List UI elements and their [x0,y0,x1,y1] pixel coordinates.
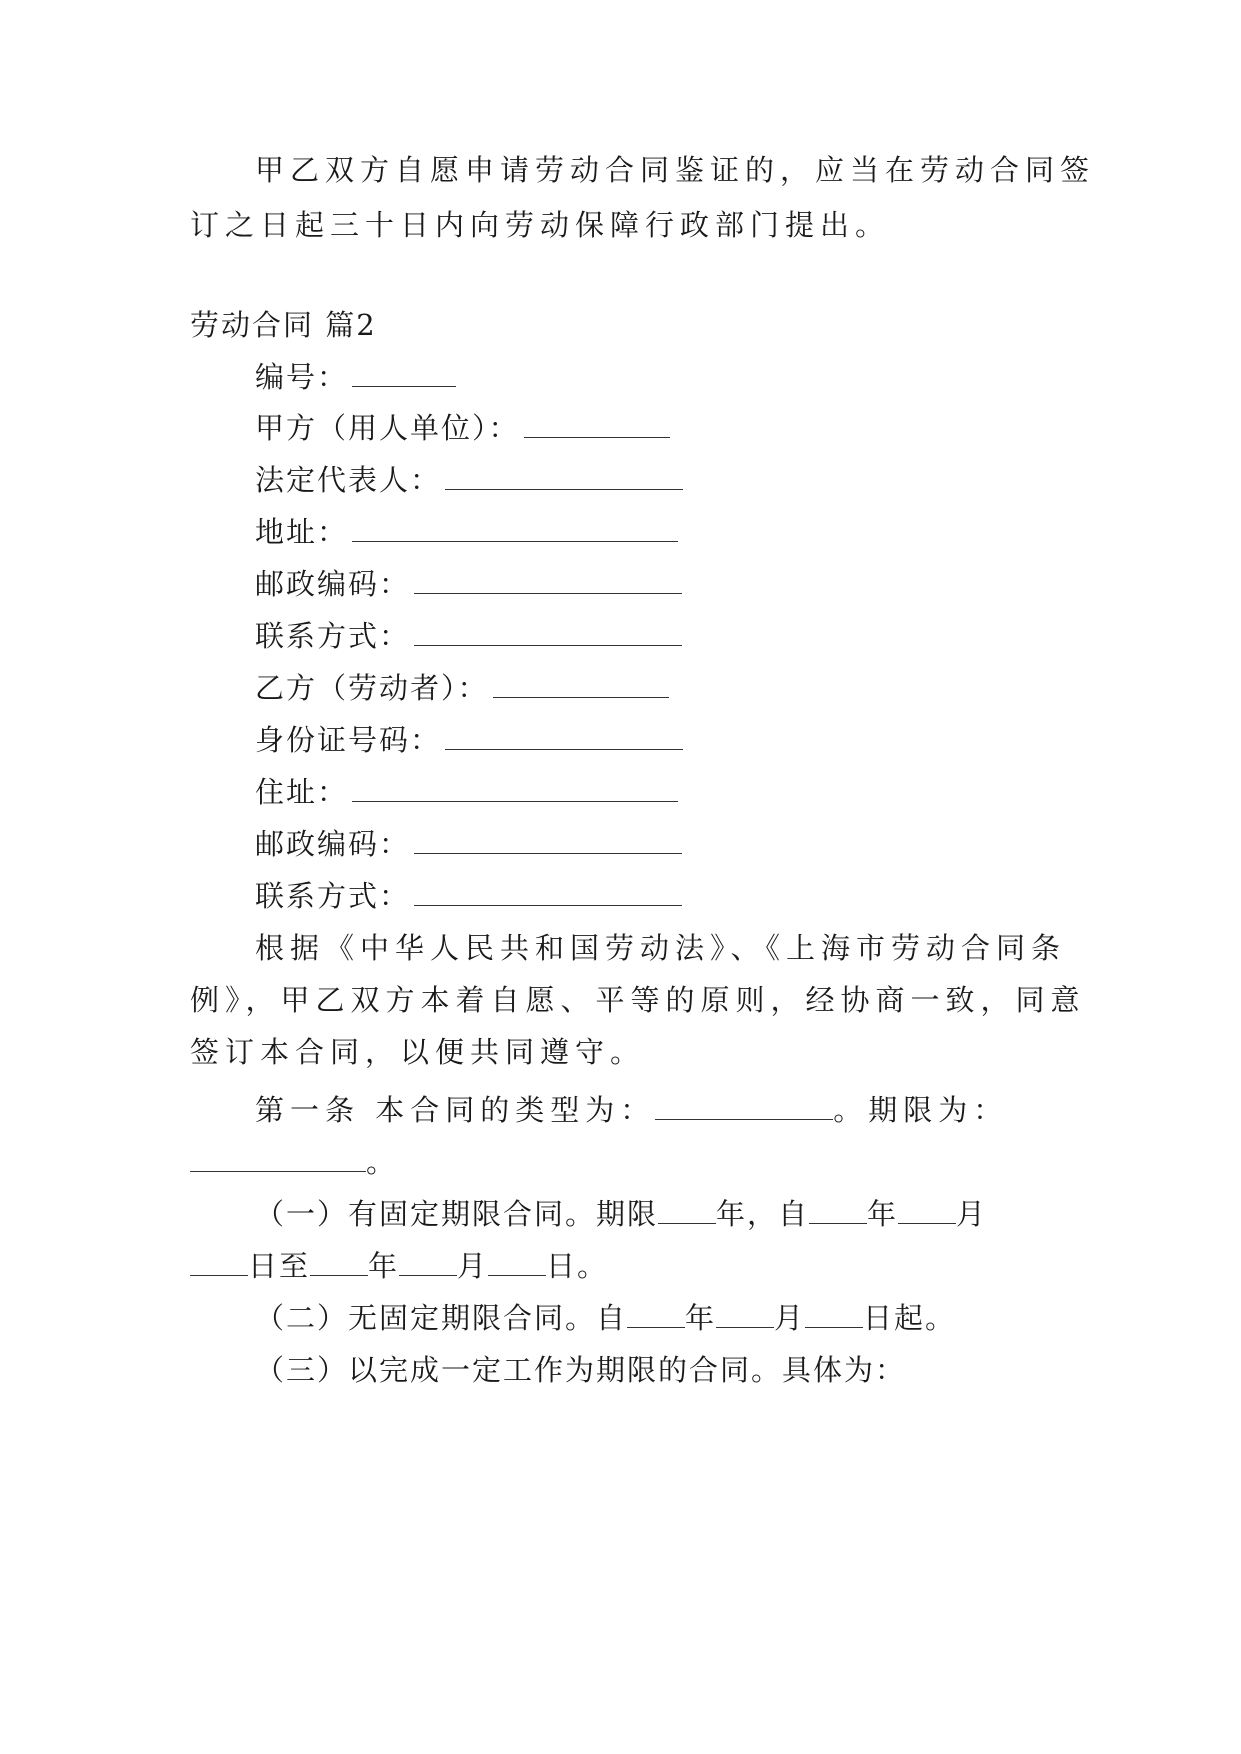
years-blank[interactable] [658,1197,716,1224]
field-contact-employee [255,876,1115,916]
start-month-blank[interactable] [898,1197,956,1224]
blank-line[interactable] [414,619,682,646]
term-blank[interactable] [190,1145,366,1172]
day-label: 日。 [546,1249,609,1283]
year-label: 年 [867,1197,899,1231]
field-address [255,512,1115,552]
field-residence [255,772,1115,812]
end-month-blank[interactable] [399,1249,457,1276]
blank-line[interactable] [445,723,683,750]
field-label: 联系方式： [255,879,411,913]
field-label: 邮政编码： [255,827,411,861]
field-label: 地址： [255,515,349,549]
option-1-from: 年，自 [716,1197,810,1231]
article-1-term-label: 。期限为： [833,1093,1009,1127]
blank-line[interactable] [445,463,683,490]
field-employee [255,668,1115,708]
blank-line[interactable] [524,411,670,438]
blank-line[interactable] [352,360,456,387]
field-label: 住址： [255,775,349,809]
start-year-blank[interactable] [627,1301,685,1328]
blank-line[interactable] [414,879,682,906]
field-label: 乙方（劳动者）： [255,671,489,705]
field-contact-employer [255,616,1115,656]
start-month-blank[interactable] [716,1301,774,1328]
section-heading: 劳动合同 篇2 [190,308,377,342]
end-day-blank[interactable] [488,1249,546,1276]
field-legal-representative [255,460,1115,500]
field-label: 甲方（用人单位）： [255,411,520,445]
field-label: 身份证号码： [255,723,442,757]
article-1-end: 。 [366,1145,402,1179]
option-1-line-1 [255,1194,1115,1234]
intro-line-2: 订之日起三十日内向劳动保障行政部门提出。 [190,208,891,242]
field-contract-number [255,357,1115,397]
year-label: 年 [685,1301,717,1335]
start-year-blank[interactable] [809,1197,867,1224]
field-label: 邮政编码： [255,567,411,601]
blank-line[interactable] [414,567,682,594]
field-label: 编号： [255,360,349,394]
preamble-line-2: 例》，甲乙双方本着自愿、平等的原则，经协商一致，同意 [190,983,1086,1017]
blank-line[interactable] [352,515,678,542]
option-1-line-2 [190,1246,1050,1286]
article-1-prefix: 第一条 本合同的类型为： [255,1093,656,1127]
start-day-blank[interactable] [805,1301,863,1328]
blank-line[interactable] [493,671,669,698]
field-id-number [255,720,1115,760]
option-2-text: （二）无固定期限合同。自 [255,1301,628,1335]
field-postcode-employee [255,824,1115,864]
day-to-label: 日至 [248,1249,311,1283]
month-label: 月 [956,1197,988,1231]
blank-line[interactable] [414,827,682,854]
article-1-line-1 [255,1090,1115,1130]
field-employer [255,408,1115,448]
preamble-line-1: 根据《中华人民共和国劳动法》、《上海市劳动合同条 [255,931,1067,965]
day-label: 日起。 [863,1301,957,1335]
contract-type-blank[interactable] [655,1093,833,1120]
month-label: 月 [457,1249,489,1283]
end-year-blank[interactable] [310,1249,368,1276]
intro-line-1: 甲乙双方自愿申请劳动合同鉴证的，应当在劳动合同签 [255,153,1096,187]
field-label: 联系方式： [255,619,411,653]
start-day-blank[interactable] [190,1249,248,1276]
field-postcode-employer [255,564,1115,604]
preamble-line-3: 签订本合同，以便共同遵守。 [190,1035,646,1069]
article-1-line-2 [190,1142,1050,1182]
blank-line[interactable] [352,775,678,802]
option-3-line: （三）以完成一定工作为期限的合同。具体为： [255,1353,907,1387]
field-label: 法定代表人： [255,463,442,497]
month-label: 月 [774,1301,806,1335]
option-1-text: （一）有固定期限合同。期限 [255,1197,659,1231]
year-label: 年 [368,1249,400,1283]
option-2-line [255,1298,1115,1338]
